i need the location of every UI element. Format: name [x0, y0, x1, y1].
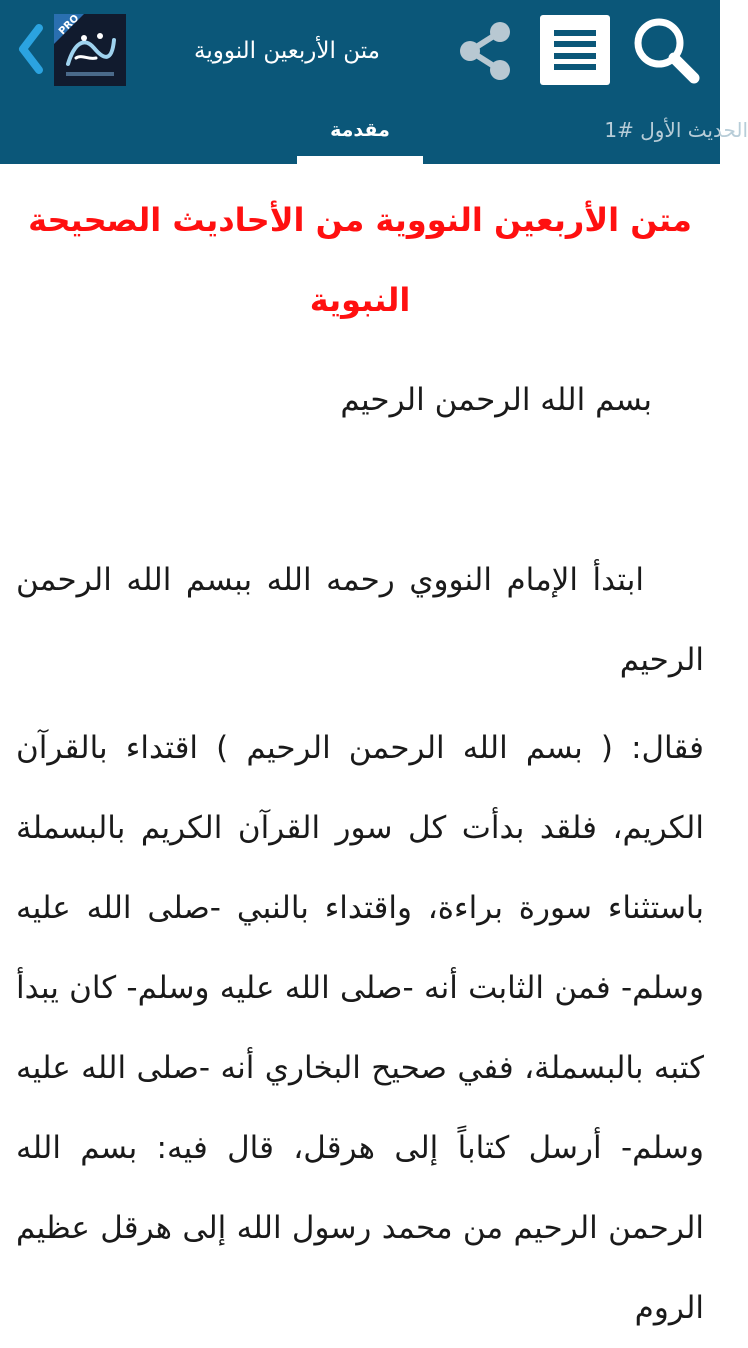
app-title: متن الأربعين النووية [193, 38, 380, 64]
tab-bar [0, 100, 748, 164]
menu-line-icon [554, 64, 596, 70]
menu-line-icon [554, 53, 596, 59]
app-logo[interactable] [54, 14, 126, 86]
basmala-line: بسم الله الرحمن الرحيم [340, 382, 652, 418]
article-heading: متن الأربعين النووية من الأحاديث الصحيحة النبوية [28, 201, 692, 319]
explanation-paragraph: فقال: ( بسم الله الرحمن الرحيم ) اقتداء بالقرآن الكريم، فلقد بدأت كل سور القرآن الكريم بالبسملة باستثناء سورة براءة، واقتداء بالنبي -صلى الله عليه وسلم- فمن الثابت أنه -صلى الله عليه وسلم- كان يبدأ كتبه بالبسملة، ففي صحيح البخاري أنه -صلى الله عليه وسلم- أرسل كتاباً إلى هرقل، قال فيه: بسم الله الرحمن الرحيم من محمد رسول الله إلى هرقل عظيم الروم [16, 730, 704, 1326]
article-content[interactable] [0, 164, 720, 1326]
menu-line-icon [554, 41, 596, 47]
intro-paragraph: ابتدأ الإمام النووي رحمه الله ببسم الله الرحمن الرحيم [16, 562, 704, 678]
search-icon[interactable] [628, 12, 704, 88]
pro-badge: PRO [56, 12, 82, 38]
ahadith-logo-icon [54, 14, 126, 86]
active-tab-indicator [297, 156, 423, 164]
menu-line-icon [554, 30, 596, 36]
app-bar [0, 0, 720, 100]
share-icon[interactable] [452, 18, 518, 84]
tab-first-hadith[interactable]: الحديث الأول #1 [604, 118, 748, 142]
chevron-left-icon[interactable] [14, 22, 46, 76]
list-menu-button[interactable] [540, 15, 610, 85]
tab-introduction[interactable]: مقدمة [330, 119, 390, 141]
